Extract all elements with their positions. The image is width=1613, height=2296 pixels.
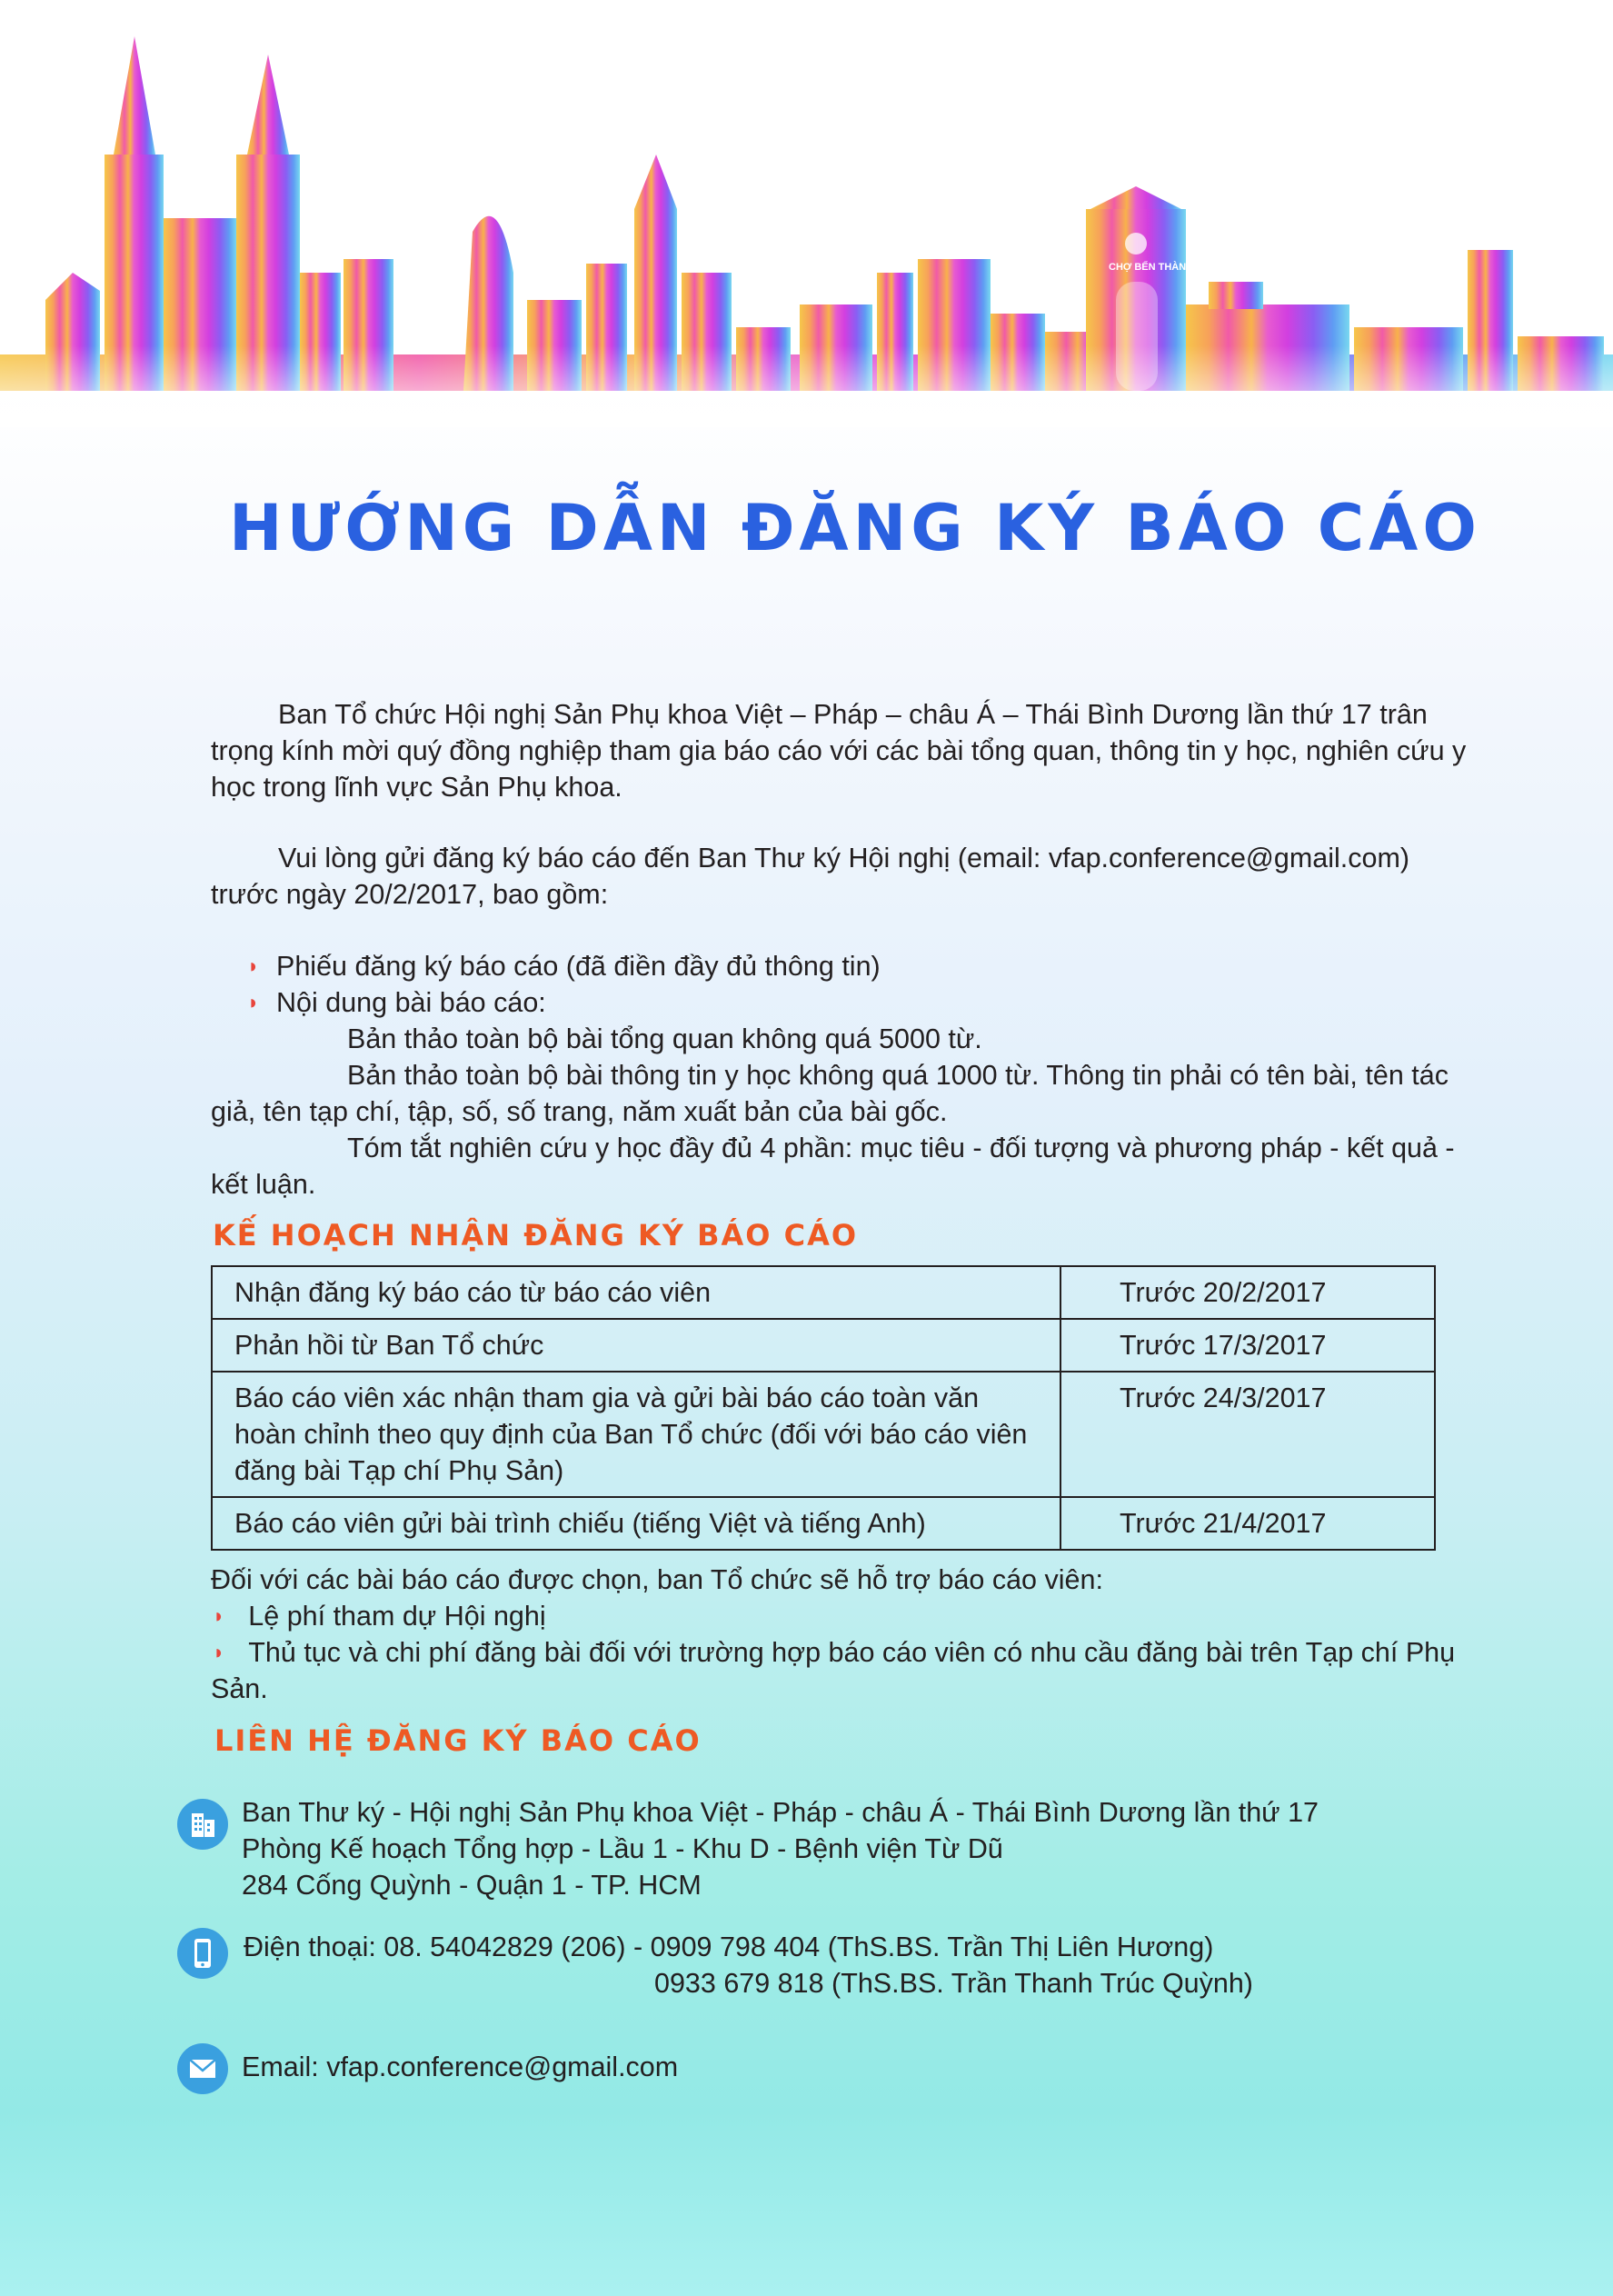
support-intro: Đối với các bài báo cáo được chọn, ban Tổ chức sẽ hỗ trợ báo cáo viên: — [211, 1564, 1103, 1595]
envelope-icon — [176, 2042, 229, 2095]
address-line: 284 Cống Quỳnh - Quận 1 - TP. HCM — [242, 1870, 702, 1901]
task-cell: Phản hồi từ Ban Tổ chức — [212, 1319, 1060, 1372]
deadline-cell: Trước 24/3/2017 — [1060, 1372, 1435, 1497]
requirement-subitem: Bản thảo toàn bộ bài thông tin y học không quá 1000 từ. Thông tin phải có tên bài, tên tác giả, tên tạp chí, tập, số, số trang, năm xuất bản của bài gốc. — [211, 1060, 1449, 1127]
task-cell: Nhận đăng ký báo cáo từ báo cáo viên — [212, 1266, 1060, 1319]
phone-icon — [176, 1927, 229, 1980]
contact-email[interactable]: Email: vfap.conference@gmail.com — [242, 2051, 679, 2082]
bullet-icon: ◗ — [247, 991, 260, 1013]
building-icon — [176, 1798, 229, 1851]
task-cell: Báo cáo viên gửi bài trình chiếu (tiếng Việt và tiếng Anh) — [212, 1497, 1060, 1550]
support-section — [211, 1562, 1483, 1707]
deadline-cell: Trước 21/4/2017 — [1060, 1497, 1435, 1550]
support-item — [211, 1634, 1483, 1707]
requirement-text: Nội dung bài báo cáo: — [276, 987, 546, 1018]
intro-paragraph-1: Ban Tổ chức Hội nghị Sản Phụ khoa Việt – Pháp – châu Á – Thái Bình Dương lần thứ 17 trân trọng kính mời quý đồng nghiệp tham gia báo cáo với các bài tổng quan, thông tin y học, nghiên cứu y học trong lĩnh vực Sản Phụ khoa. — [211, 699, 1467, 803]
task-cell: Báo cáo viên xác nhận tham gia và gửi bài báo cáo toàn văn hoàn chỉnh theo quy định của Ban Tổ chức (đối với báo cáo viên đăng bài Tạp chí Phụ Sản) — [212, 1372, 1060, 1497]
requirement-subitem — [211, 1021, 1483, 1057]
address-line: Ban Thư ký - Hội nghị Sản Phụ khoa Việt - Pháp - châu Á - Thái Bình Dương lần thứ 17 — [242, 1797, 1319, 1828]
market-sign: CHỢ BẾN THÀNH — [1109, 262, 1194, 273]
table-row — [212, 1497, 1435, 1550]
intro-paragraph-2: Vui lòng gửi đăng ký báo cáo đến Ban Thư ký Hội nghị (email: vfap.conference@gmail.com) trước ngày 20/2/2017, bao gồm: — [211, 843, 1410, 910]
bullet-icon: ◗ — [247, 954, 260, 977]
deadline-cell: Trước 20/2/2017 — [1060, 1266, 1435, 1319]
plan-heading: KẾ HOẠCH NHẬN ĐĂNG KÝ BÁO CÁO — [213, 1218, 859, 1253]
contact-heading: LIÊN HỆ ĐĂNG KÝ BÁO CÁO — [214, 1723, 702, 1758]
requirement-subitem: Tóm tắt nghiên cứu y học đầy đủ 4 phần: mục tiêu - đối tượng và phương pháp - kết quả - kết luận. — [211, 1133, 1455, 1200]
phone-line: Điện thoại: 08. 54042829 (206) - 0909 798 404 (ThS.BS. Trần Thị Liên Hương) — [244, 1932, 1214, 1962]
support-item-text: Thủ tục và chi phí đăng bài đối với trường hợp báo cáo viên có nhu cầu đăng bài trên Tạp chí Phụ Sản. — [211, 1637, 1456, 1704]
deadline-cell: Trước 17/3/2017 — [1060, 1319, 1435, 1372]
phone-line: 0933 679 818 (ThS.BS. Trần Thanh Trúc Quỳnh) — [654, 1968, 1253, 1999]
bullet-icon: ◗ — [213, 1604, 225, 1627]
table-row — [212, 1319, 1435, 1372]
plan-table — [211, 1265, 1436, 1551]
city-skyline-banner — [0, 0, 1613, 427]
intro-section — [211, 696, 1483, 1203]
support-item-text: Lệ phí tham dự Hội nghị — [248, 1601, 546, 1632]
contact-phone — [244, 1929, 1253, 2002]
contact-address — [242, 1794, 1319, 1903]
table-row — [212, 1266, 1435, 1319]
subitem-text: Bản thảo toàn bộ bài tổng quan không quá 5000 từ. — [347, 1023, 982, 1054]
support-item — [211, 1598, 1483, 1634]
requirement-item — [211, 984, 1483, 1021]
table-row — [212, 1372, 1435, 1497]
requirement-text: Phiếu đăng ký báo cáo (đã điền đầy đủ thông tin) — [276, 951, 881, 982]
requirement-item — [211, 948, 1483, 984]
bullet-icon: ◗ — [213, 1641, 225, 1663]
requirements-list — [211, 948, 1483, 1203]
address-line: Phòng Kế hoạch Tổng hợp - Lầu 1 - Khu D - Bệnh viện Từ Dũ — [242, 1833, 1003, 1864]
page-title: HƯỚNG DẪN ĐĂNG KÝ BÁO CÁO — [229, 491, 1481, 565]
